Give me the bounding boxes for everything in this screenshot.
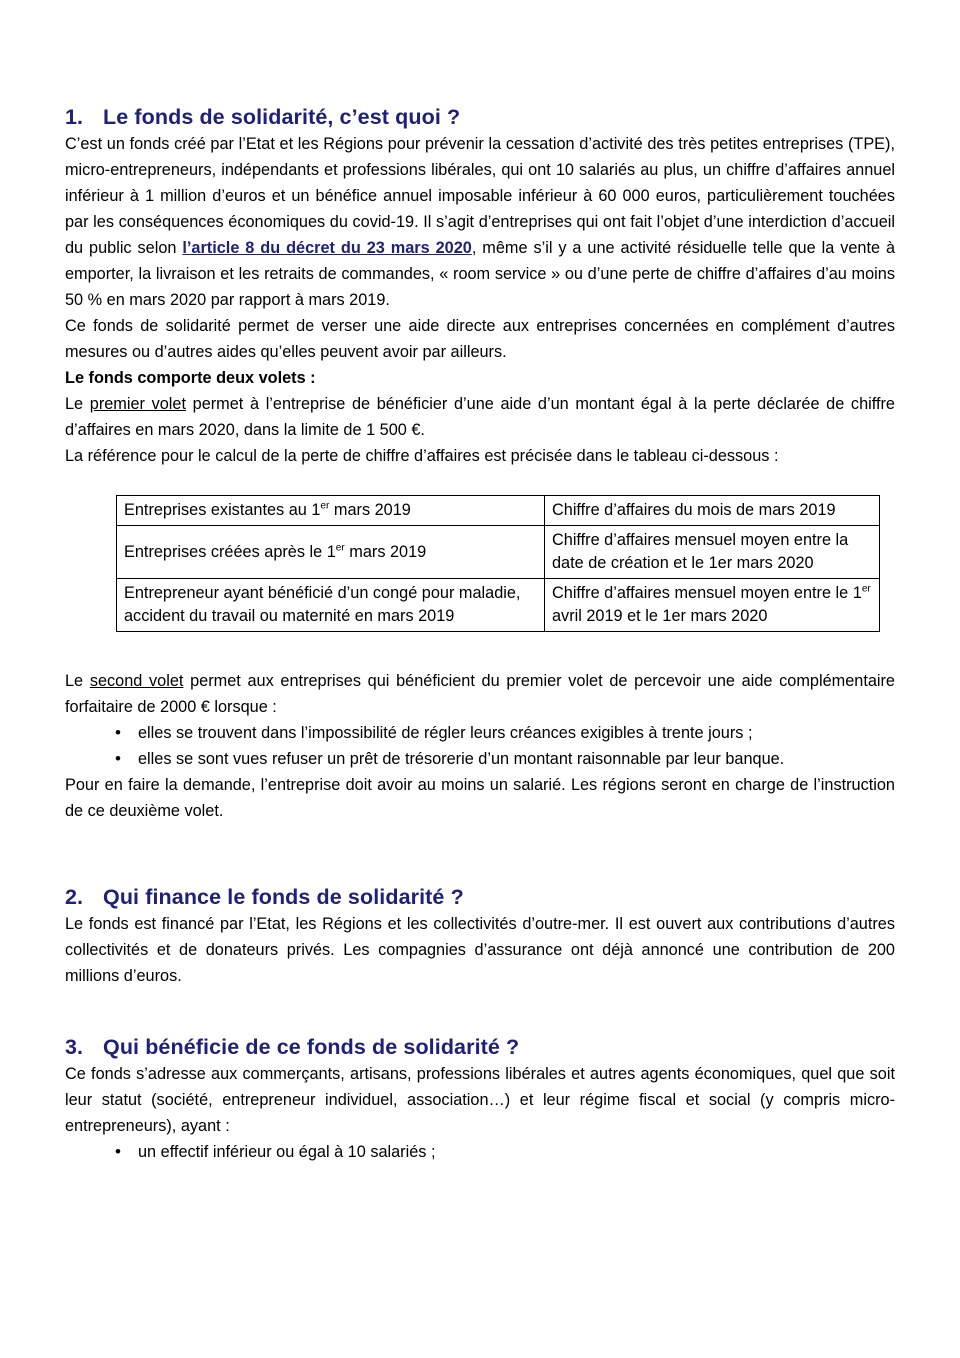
section-2-heading — [65, 884, 895, 911]
intro-paragraph — [65, 131, 895, 313]
premier-volet-emphasis: premier volet — [89, 394, 186, 413]
list-item: • un effectif inférieur ou égal à 10 salariés ; — [65, 1139, 895, 1165]
table-cell-reference: Chiffre d’affaires du mois de mars 2019 — [545, 495, 880, 526]
reference-table — [116, 495, 880, 633]
second-volet-emphasis: second volet — [89, 672, 184, 691]
second-volet-prefix: Le — [65, 672, 90, 691]
document-content — [65, 0, 895, 1165]
ordinal-suffix: er — [320, 500, 330, 512]
criteria-text: Entreprises existantes au 1 — [124, 500, 321, 519]
table-cell-reference — [545, 579, 880, 632]
premier-volet-prefix: Le — [65, 394, 90, 413]
table-row — [117, 526, 880, 579]
list-item: • elles se trouvent dans l’impossibilité de régler leurs créances exigibles à trente jours ; — [65, 720, 895, 746]
reference-intro-paragraph: La référence pour le calcul de la perte de chiffre d’affaires est précisée dans le tableau ci-dessous : — [65, 446, 779, 465]
reference-text-end: avril 2019 et le 1er mars 2020 — [552, 606, 768, 625]
intro-text-part-1: C’est un fonds créé par l’Etat et les Régions pour prévenir la cessation d’activité des très petites entreprises (TPE), micro-entrepreneurs, indépendants et professions libérales, qui ont 10 salariés au plus, un chiffre d’affaires annuel inférieur à 1 million d’euros et un bénéfice annuel imposable inférieur à 60 000 euros, particulièrement touchées par les conséquences économiques du covid-19. Il s’agit d’entreprises qui ont fait l’objet d’une interdiction d’accueil du public selon — [65, 134, 895, 257]
criteria-text-end: mars 2019 — [344, 542, 427, 561]
beneficiaires-paragraph: Ce fonds s’adresse aux commerçants, artisans, professions libérales et autres agents économiques, quel que soit leur statut (société, entrepreneur individuel, association…) et leur régime fiscal et social (y compris micro-entrepreneurs), ayant : — [65, 1065, 895, 1136]
table-cell-criteria — [117, 495, 545, 526]
table-row — [117, 495, 880, 526]
premier-volet-paragraph — [65, 391, 895, 443]
reference-text: Chiffre d’affaires mensuel moyen entre le 1 — [552, 584, 862, 603]
list-item: • elles se sont vues refuser un prêt de trésorerie d’un montant raisonnable par leur banque. — [65, 746, 895, 772]
volet2-conditions-list — [65, 720, 895, 772]
table-row — [117, 579, 880, 632]
intro-text-part-2: , même s’il y a une activité résiduelle telle que la vente à emporter, la livraison et les retraits de commandes, « room service » ou d’une perte de chiffre d’affaires d’au moins 50 % en mars 2020 par rapport à mars 2019. — [65, 238, 896, 309]
financement-paragraph: Le fonds est financé par l’Etat, les Régions et les collectivités d’outre-mer. Il est ouvert aux contributions d’autres collectivités et de donateurs privés. Les compagnies d’assurance ont déjà annoncé une contribution de 200 millions d’euros. — [65, 915, 895, 986]
table-cell-reference: Chiffre d’affaires mensuel moyen entre la date de création et le 1er mars 2020 — [545, 526, 880, 579]
ordinal-suffix: er — [335, 542, 345, 554]
premier-volet-suffix: permet à l’entreprise de bénéficier d’une aide d’un montant égal à la perte déclarée de chiffre d’affaires en mars 2020, dans la limite de 1 500 €. — [65, 394, 895, 439]
table-cell-criteria — [117, 526, 545, 579]
decret-article-link[interactable]: l’article 8 du décret du 23 mars 2020 — [182, 238, 472, 257]
section-2-title: Qui finance le fonds de solidarité ? — [103, 885, 464, 910]
section-1-heading — [65, 104, 895, 131]
section-2-heading-wrapper — [65, 824, 895, 911]
criteria-text: Entreprises créées après le 1 — [124, 542, 336, 561]
section-1-number: 1. — [65, 105, 84, 129]
second-volet-suffix: permet aux entreprises qui bénéficient du premier volet de percevoir une aide complémentaire forfaitaire de 2000 € lorsque : — [65, 672, 895, 717]
demande-paragraph: Pour en faire la demande, l’entreprise doit avoir au moins un salarié. Les régions seront en charge de l’instruction de ce deuxième volet. — [65, 776, 895, 821]
ordinal-suffix: er — [861, 583, 871, 595]
deux-volets-title: Le fonds comporte deux volets : — [65, 368, 316, 387]
section-3-title: Qui bénéficie de ce fonds de solidarité ? — [103, 1035, 520, 1060]
section-2-number: 2. — [65, 885, 84, 910]
section-1-heading-wrapper — [65, 0, 895, 131]
table-cell-criteria: Entrepreneur ayant bénéficié d’un congé pour maladie, accident du travail ou maternité en mars 2019 — [117, 579, 545, 632]
aide-directe-paragraph: Ce fonds de solidarité permet de verser une aide directe aux entreprises concernées en complément d’autres mesures ou d’autres aides qu’elles peuvent avoir par ailleurs. — [65, 316, 895, 361]
section-3-heading-wrapper — [65, 989, 895, 1061]
second-volet-paragraph — [65, 668, 895, 720]
beneficiaires-conditions-list — [65, 1139, 895, 1165]
criteria-text-end: mars 2019 — [329, 500, 411, 519]
section-3-number: 3. — [65, 1035, 84, 1060]
section-3-heading — [65, 1034, 895, 1061]
section-1-title: Le fonds de solidarité, c’est quoi ? — [103, 105, 461, 129]
